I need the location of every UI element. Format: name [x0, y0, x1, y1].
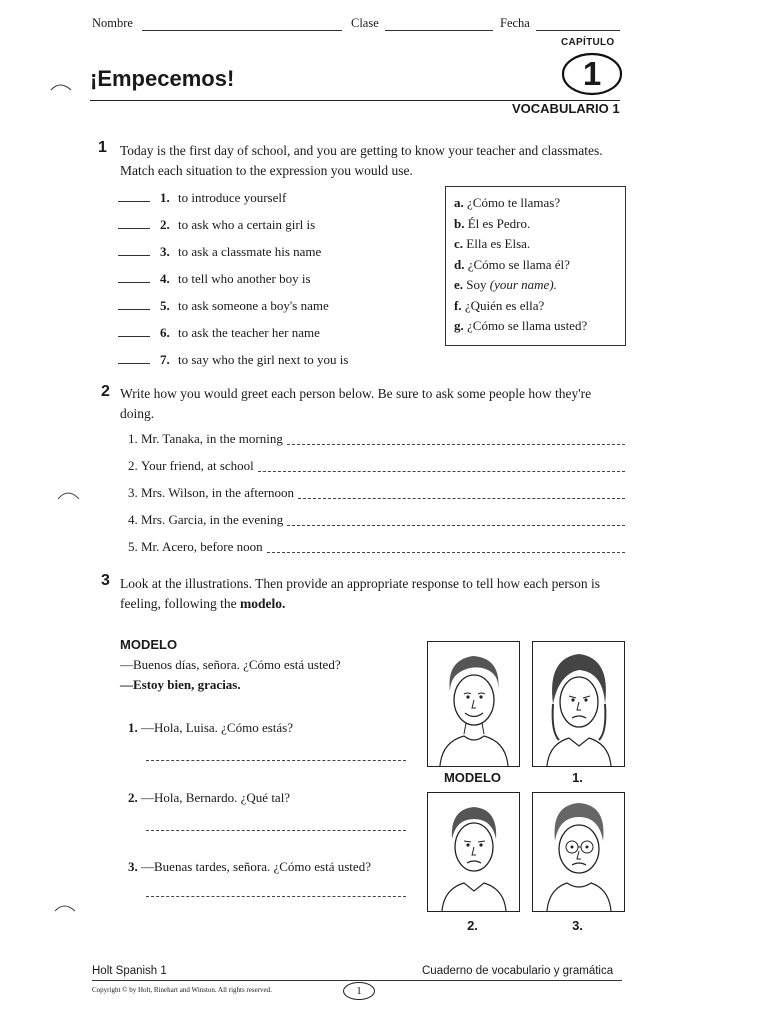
- option-letter: d.: [454, 256, 465, 272]
- answer-blank[interactable]: [118, 326, 150, 337]
- item-text: to ask someone a boy's name: [178, 298, 329, 313]
- item-number: 1.: [128, 720, 138, 735]
- margin-mark: [54, 900, 76, 918]
- ex3-item-1: [128, 720, 293, 736]
- item-text: to tell who another boy is: [178, 271, 311, 286]
- item-text: Your friend, at school: [141, 458, 254, 473]
- clase-field[interactable]: [385, 30, 493, 31]
- option-g: [454, 316, 625, 337]
- item-number: 1.: [160, 190, 170, 205]
- option-text: ¿Cómo se llama usted?: [467, 318, 588, 333]
- chapter-label: CAPÍTULO: [561, 37, 615, 48]
- item-text: —Hola, Bernardo. ¿Qué tal?: [141, 790, 291, 805]
- item-text: to ask the teacher her name: [178, 325, 320, 340]
- modelo-answer: —Estoy bien, gracias.: [120, 677, 241, 692]
- item-number: 7.: [160, 352, 170, 367]
- answer-line[interactable]: [146, 760, 406, 761]
- list-item: [118, 238, 348, 265]
- list-item: [128, 425, 625, 452]
- exercise-2-items: [128, 425, 625, 560]
- footer-rule: [92, 980, 622, 981]
- exercise-1-instruction: Today is the first day of school, and you are getting to know your teacher and classmates. Match each situation to the expression you would use.: [120, 143, 603, 178]
- option-text: Ella es Elsa.: [466, 236, 531, 251]
- list-item: [118, 265, 348, 292]
- option-letter: e.: [454, 277, 464, 292]
- portrait-2: [427, 792, 520, 912]
- answer-blank[interactable]: [118, 299, 150, 310]
- item-number: 3.: [160, 244, 170, 259]
- option-letter: c.: [454, 236, 464, 251]
- caption-1: 1.: [572, 770, 583, 785]
- item-text: to ask who a certain girl is: [178, 217, 316, 232]
- item-text: to introduce yourself: [178, 190, 287, 205]
- item-text: Mr. Acero, before noon: [141, 539, 263, 554]
- option-letter: a.: [454, 195, 464, 210]
- caption-3: 3.: [572, 918, 583, 933]
- fecha-field[interactable]: [536, 30, 620, 31]
- item-number: 2.: [128, 790, 138, 805]
- option-b: [454, 214, 625, 235]
- option-a: [454, 193, 625, 214]
- item-text: —Buenas tardes, señora. ¿Cómo está usted?: [141, 859, 371, 874]
- answer-line[interactable]: [258, 461, 625, 472]
- list-item: [128, 506, 625, 533]
- item-number: 4.: [128, 512, 138, 527]
- option-c: [454, 234, 625, 255]
- footer-book-title: Holt Spanish 1: [92, 965, 167, 977]
- option-e: [454, 275, 625, 296]
- item-number: 3.: [128, 485, 138, 500]
- item-text: Mrs. Wilson, in the afternoon: [141, 485, 295, 500]
- item-text: —Hola, Luisa. ¿Cómo estás?: [141, 720, 293, 735]
- exercise-3-number: 3: [101, 572, 110, 589]
- item-number: 6.: [160, 325, 170, 340]
- portrait-modelo: [427, 641, 520, 767]
- footer-copyright: Copyright © by Holt, Rinehart and Winston. All rights reserved.: [92, 986, 272, 994]
- option-letter: b.: [454, 215, 465, 231]
- option-text: ¿Cómo se llama él?: [467, 256, 570, 272]
- option-text: Él es Pedro.: [467, 215, 531, 231]
- fecha-label: Fecha: [500, 16, 530, 30]
- exercise-3-instruction: [120, 574, 620, 614]
- list-item: [118, 292, 348, 319]
- item-number: 4.: [160, 271, 170, 286]
- option-f: [454, 296, 625, 317]
- list-item: [118, 346, 348, 373]
- list-item: [118, 319, 348, 346]
- caption-modelo: MODELO: [443, 770, 502, 785]
- option-letter: f.: [454, 297, 462, 313]
- options-box: [445, 186, 626, 346]
- clase-label: Clase: [351, 16, 379, 30]
- item-text: to ask a classmate his name: [178, 244, 322, 259]
- modelo-question: —Buenos días, señora. ¿Cómo está usted?: [120, 657, 341, 672]
- instruction-bold: modelo.: [239, 596, 286, 611]
- list-item: [128, 533, 625, 560]
- item-number: 5.: [160, 298, 170, 313]
- answer-blank[interactable]: [118, 191, 150, 202]
- ex3-item-3: [128, 859, 371, 875]
- chapter-number: 1: [582, 55, 602, 92]
- answer-line[interactable]: [298, 488, 625, 499]
- answer-blank[interactable]: [118, 353, 150, 364]
- exercise-2-number: 2: [101, 383, 110, 400]
- title-rule: [90, 100, 620, 101]
- answer-blank[interactable]: [118, 272, 150, 283]
- list-item: [118, 184, 348, 211]
- answer-line[interactable]: [267, 542, 625, 553]
- option-text: ¿Cómo te llamas?: [467, 195, 561, 210]
- margin-mark: [57, 488, 81, 506]
- item-number: 2.: [160, 217, 170, 232]
- answer-line[interactable]: [146, 896, 406, 897]
- list-item: [128, 479, 625, 506]
- option-text: ¿Quién es ella?: [464, 297, 545, 313]
- footer-workbook-title: Cuaderno de vocabulario y gramática: [422, 965, 614, 977]
- option-d: [454, 255, 625, 276]
- item-text: to say who the girl next to you is: [178, 352, 349, 367]
- modelo-label: MODELO: [120, 637, 178, 652]
- page-number: 1: [343, 982, 375, 1000]
- instruction-text: Look at the illustrations. Then provide an appropriate response to tell how each person is feeling, following the: [120, 576, 601, 611]
- ex3-item-2: [128, 790, 290, 806]
- nombre-label: Nombre: [92, 16, 133, 30]
- answer-blank[interactable]: [118, 245, 150, 256]
- item-number: 2.: [128, 458, 138, 473]
- answer-line[interactable]: [287, 515, 625, 526]
- option-text: Soy: [466, 277, 487, 292]
- exercise-1-items: [118, 184, 348, 373]
- page-title: ¡Empecemos!: [90, 66, 235, 91]
- portrait-3: [532, 792, 625, 912]
- margin-mark: [50, 79, 72, 97]
- answer-line[interactable]: [146, 830, 406, 831]
- list-item: [128, 452, 625, 479]
- option-letter: g.: [454, 318, 464, 333]
- caption-2: 2.: [467, 918, 478, 933]
- list-item: [118, 211, 348, 238]
- nombre-field[interactable]: [142, 30, 342, 31]
- portrait-1: [532, 641, 625, 767]
- section-label: VOCABULARIO 1: [512, 101, 620, 116]
- item-text: Mrs. Garcia, in the evening: [141, 512, 284, 527]
- exercise-2-instruction: Write how you would greet each person below. Be sure to ask some people how they're doing.: [120, 386, 592, 421]
- exercise-1-number: 1: [98, 139, 107, 156]
- item-number: 5.: [128, 539, 138, 554]
- answer-blank[interactable]: [118, 218, 150, 229]
- answer-line[interactable]: [287, 434, 625, 445]
- item-number: 1.: [128, 431, 138, 446]
- option-italic: (your name).: [489, 277, 557, 292]
- item-number: 3.: [128, 859, 138, 874]
- item-text: Mr. Tanaka, in the morning: [141, 431, 283, 446]
